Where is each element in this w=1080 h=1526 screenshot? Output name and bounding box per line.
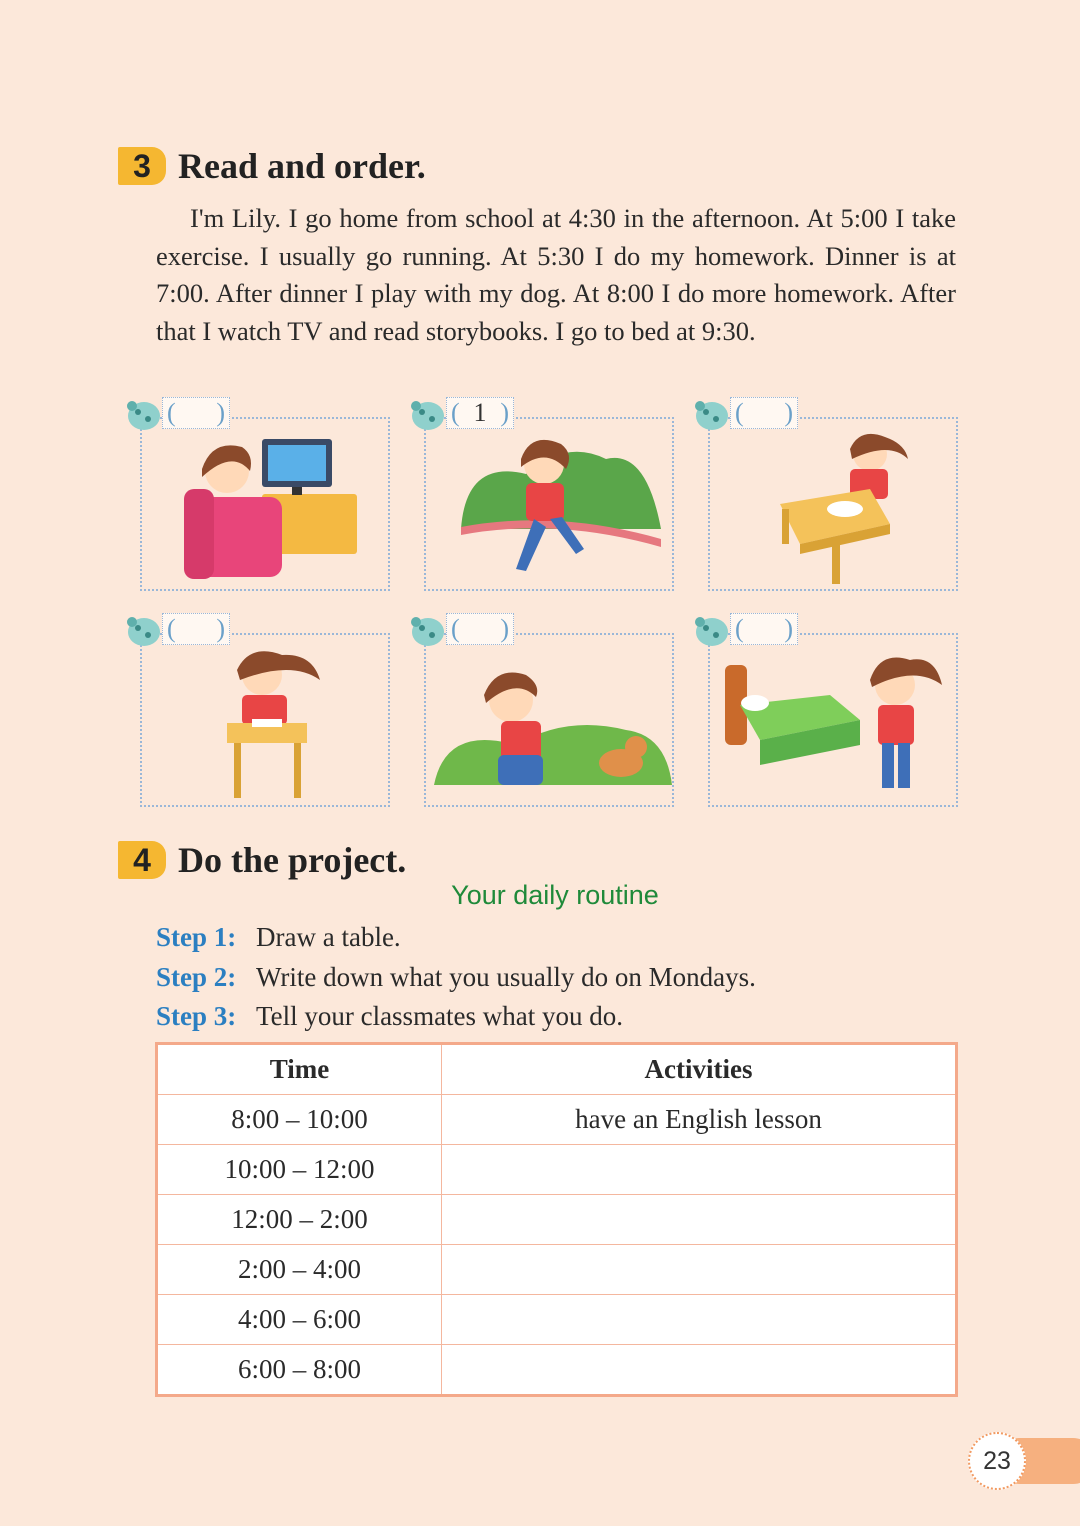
time-cell: 10:00 – 12:00 xyxy=(157,1145,442,1195)
table-row xyxy=(157,1095,957,1145)
step-1 xyxy=(156,922,401,953)
table-row xyxy=(157,1345,957,1396)
time-cell: 4:00 – 6:00 xyxy=(157,1295,442,1345)
reading-passage: I'm Lily. I go home from school at 4:30 in the afternoon. At 5:00 I take exercise. I usually go running. At 5:30 I do my homework. Dinner is at 7:00. After dinner I play with my dog. At 8:00 I do more homework. After that I watch TV and read storybooks. I go to bed at 9:30. xyxy=(156,203,956,346)
step-3 xyxy=(156,1001,623,1032)
step-3-text: Tell your classmates what you do. xyxy=(256,1001,624,1031)
answer-tag-4[interactable] xyxy=(122,610,234,650)
activity-cell[interactable] xyxy=(442,1145,957,1195)
answer-value-2: 1 xyxy=(473,398,487,427)
step-3-label: Step 3: xyxy=(156,1001,237,1031)
answer-box-4[interactable]: ( ) xyxy=(162,613,230,645)
answer-tag-6[interactable] xyxy=(690,610,802,650)
activity-cell[interactable] xyxy=(442,1345,957,1396)
section-4-number-badge: 4 xyxy=(118,841,166,879)
panel-going-to-bed xyxy=(708,633,958,807)
section-4-heading xyxy=(118,840,406,880)
answer-tag-3[interactable] xyxy=(690,394,802,434)
routine-table xyxy=(155,1042,958,1397)
time-cell: 6:00 – 8:00 xyxy=(157,1345,442,1396)
step-2-label: Step 2: xyxy=(156,962,237,992)
header-time: Time xyxy=(157,1044,442,1095)
answer-box-2[interactable]: ( 1 ) xyxy=(446,397,514,429)
panel-eating-dinner xyxy=(708,417,958,591)
time-cell: 2:00 – 4:00 xyxy=(157,1245,442,1295)
section-3-title: Read and order. xyxy=(178,146,426,186)
panel-running xyxy=(424,417,674,591)
activity-cell[interactable]: have an English lesson xyxy=(442,1095,957,1145)
girl-going-to-bed-illustration xyxy=(710,635,956,805)
answer-tag-2[interactable] xyxy=(406,394,518,434)
routine-subtitle: Your daily routine xyxy=(451,880,659,910)
girl-watching-tv-illustration xyxy=(142,419,388,589)
answer-box-5[interactable]: ( ) xyxy=(446,613,514,645)
table-header-row xyxy=(157,1044,957,1095)
activity-cell[interactable] xyxy=(442,1295,957,1345)
panel-playing-with-dog xyxy=(424,633,674,807)
step-2-text: Write down what you usually do on Mondays. xyxy=(256,962,756,992)
girl-running-illustration xyxy=(426,419,672,589)
time-cell: 12:00 – 2:00 xyxy=(157,1195,442,1245)
time-cell: 8:00 – 10:00 xyxy=(157,1095,442,1145)
step-1-label: Step 1: xyxy=(156,922,237,952)
step-1-text: Draw a table. xyxy=(256,922,401,952)
answer-box-1[interactable]: ( ) xyxy=(162,397,230,429)
panel-watching-tv xyxy=(140,417,390,591)
girl-playing-with-dog-illustration xyxy=(426,635,672,805)
section-3-heading xyxy=(118,146,426,186)
page-number: 23 xyxy=(968,1432,1026,1490)
table-row xyxy=(157,1295,957,1345)
answer-box-3[interactable]: ( ) xyxy=(730,397,798,429)
section-3-number-badge: 3 xyxy=(118,147,166,185)
step-2 xyxy=(156,962,756,993)
girl-doing-homework-illustration xyxy=(142,635,388,805)
answer-tag-5[interactable] xyxy=(406,610,518,650)
table-row xyxy=(157,1145,957,1195)
activity-cell[interactable] xyxy=(442,1195,957,1245)
answer-box-6[interactable]: ( ) xyxy=(730,613,798,645)
header-activities: Activities xyxy=(442,1044,957,1095)
panel-doing-homework xyxy=(140,633,390,807)
table-row xyxy=(157,1245,957,1295)
girl-eating-dinner-illustration xyxy=(710,419,956,589)
answer-tag-1[interactable] xyxy=(122,394,234,434)
section-4-title: Do the project. xyxy=(178,840,407,880)
activity-cell[interactable] xyxy=(442,1245,957,1295)
table-row xyxy=(157,1195,957,1245)
